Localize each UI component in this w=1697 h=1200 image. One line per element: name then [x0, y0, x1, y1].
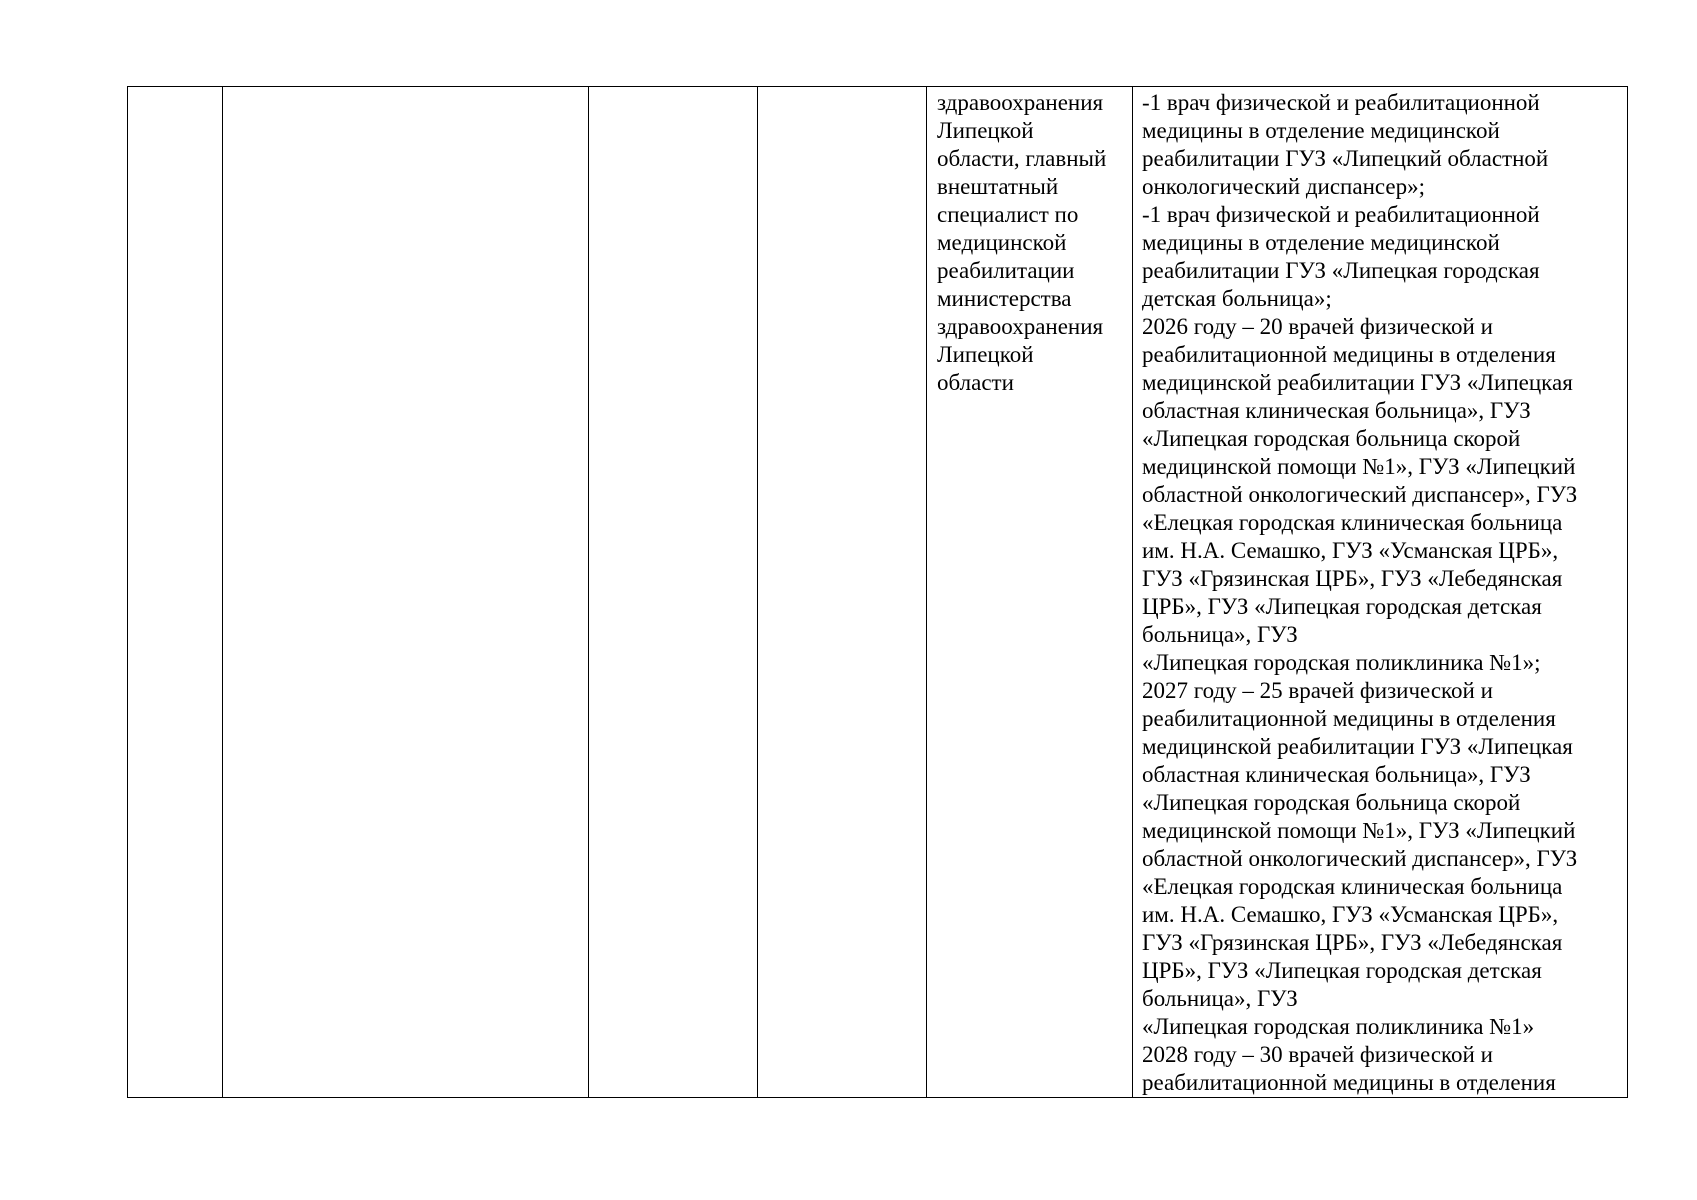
table-cell-responsible: [927, 87, 1133, 1098]
table-cell-start-date: [589, 87, 758, 1098]
table-cell-end-date: [758, 87, 927, 1098]
result-text: -1 врач физической и реабилитационной медицины в отделение медицинской реабилитации ГУЗ «Липецкий областной онкологический диспансер»; -1 врач физической и реабилитационной медицины в отделение медицинской реабилитации ГУЗ «Липецкая городская детская больница»; 2026 году – 20 врачей физической и реабилитационной медицины в отделения медицинской реабилитации ГУЗ «Липецкая областная клиническая больница», ГУЗ «Липецкая городская больница скорой медицинской помощи №1», ГУЗ «Липецкий областной онкологический диспансер», ГУЗ «Елецкая городская клиническая больница им. Н.А. Семашко, ГУЗ «Усманская ЦРБ», ГУЗ «Грязинская ЦРБ», ГУЗ «Лебедянская ЦРБ», ГУЗ «Липецкая городская детская больница», ГУЗ «Липецкая городская поликлиника №1»; 2027 году – 25 врачей физической и реабилитационной медицины в отделения медицинской реабилитации ГУЗ «Липецкая областная клиническая больница», ГУЗ «Липецкая городская больница скорой медицинской помощи №1», ГУЗ «Липецкий областной онкологический диспансер», ГУЗ «Елецкая городская клиническая больница им. Н.А. Семашко, ГУЗ «Усманская ЦРБ», ГУЗ «Грязинская ЦРБ», ГУЗ «Лебедянская ЦРБ», ГУЗ «Липецкая городская детская больница», ГУЗ «Липецкая городская поликлиника №1» 2028 году – 30 врачей физической и реабилитационной медицины в отделения: [1142, 90, 1578, 1095]
table-cell-number: [128, 87, 223, 1098]
table-cell-measure: [223, 87, 589, 1098]
table-row: [128, 87, 1628, 1098]
table-cell-result: [1133, 87, 1628, 1098]
responsible-text: здравоохранения Липецкой области, главный внештатный специалист по медицинской реабилитации министерства здравоохранения Липецкой области: [937, 90, 1107, 395]
document-table: [127, 86, 1628, 1098]
